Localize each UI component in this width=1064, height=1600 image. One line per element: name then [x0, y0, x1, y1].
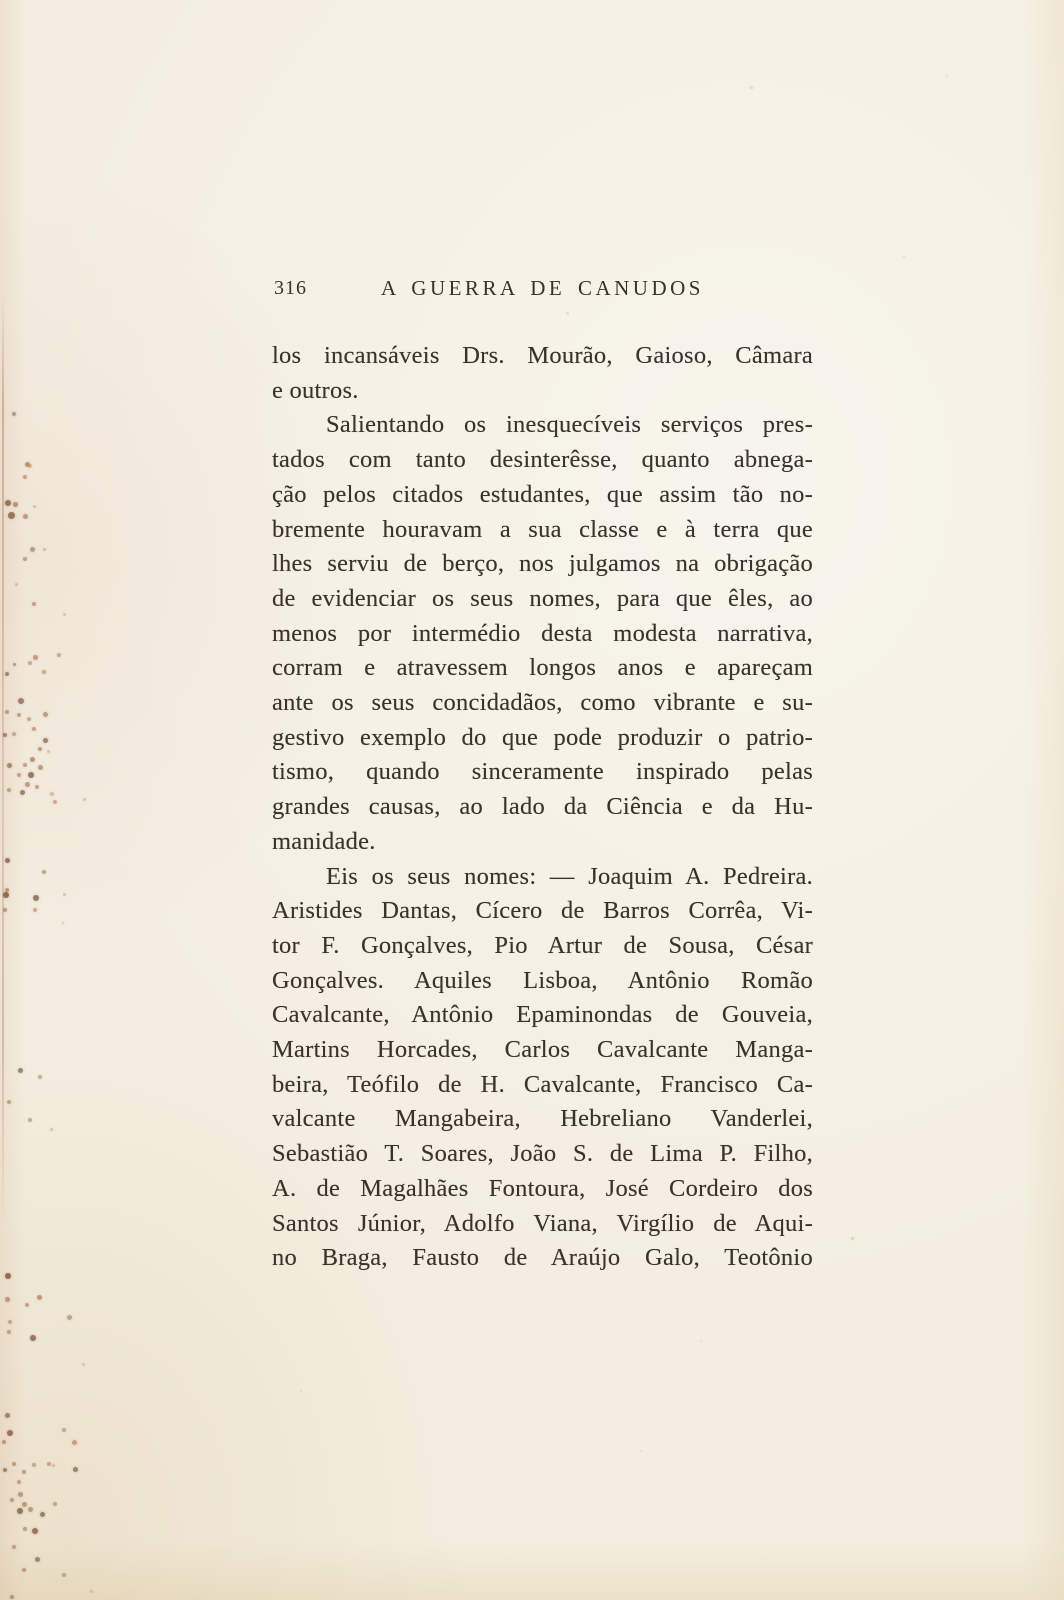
foxing-spot — [5, 672, 9, 676]
foxing-spot — [3, 908, 7, 912]
text-line: ção pelos citados estudantes, que assim tão no- — [272, 480, 813, 508]
foxing-spot — [5, 1297, 10, 1302]
foxing-spot — [90, 1590, 93, 1593]
text-line: tados com tanto desinterêsse, quanto abnega- — [272, 446, 813, 474]
page-gutter-shadow — [2, 295, 4, 1225]
foxing-spot — [851, 1237, 854, 1240]
foxing-spot — [33, 908, 37, 912]
text-line: Martins Horcades, Carlos Cavalcante Manga- — [272, 1036, 813, 1064]
text-line: valcante Mangabeira, Hebreliano Vanderlei, — [272, 1105, 813, 1133]
foxing-spot — [20, 790, 25, 795]
foxing-spot — [566, 312, 569, 315]
foxing-spot — [946, 75, 948, 77]
foxing-spot — [8, 512, 15, 519]
foxing-spot — [17, 1480, 21, 1484]
foxing-spot — [7, 1100, 11, 1104]
foxing-spot — [5, 500, 11, 506]
foxing-spot — [37, 1295, 42, 1300]
text-line: e outros. — [272, 376, 359, 404]
foxing-spot — [52, 1464, 55, 1467]
foxing-spot — [7, 1430, 13, 1436]
text-line: Salientando os inesquecíveis serviços pres- — [326, 411, 813, 439]
foxing-spot — [700, 1340, 702, 1342]
foxing-spot — [28, 464, 32, 468]
foxing-spot — [30, 1335, 36, 1341]
foxing-spot — [17, 773, 21, 777]
foxing-spot — [28, 1507, 33, 1512]
foxing-spot — [5, 858, 10, 863]
text-line: A. de Magalhães Fontoura, José Cordeiro dos — [272, 1174, 813, 1202]
foxing-spot — [27, 717, 31, 721]
foxing-spot — [73, 1467, 78, 1472]
foxing-spot — [750, 86, 753, 89]
foxing-spot — [38, 1075, 42, 1079]
text-line: beira, Teófilo de H. Cavalcante, Francisco Ca- — [272, 1070, 813, 1098]
foxing-spot — [7, 763, 12, 768]
foxing-spot — [3, 1468, 7, 1472]
text-line: Eis os seus nomes: — Joaquim A. Pedreira. — [326, 862, 813, 890]
text-line: Santos Júnior, Adolfo Viana, Virgílio de Aqui- — [272, 1209, 813, 1237]
text-line: de evidenciar os seus nomes, para que êles, ao — [272, 584, 813, 612]
text-line: los incansáveis Drs. Mourão, Gaioso, Câmara — [272, 342, 813, 369]
foxing-spot — [300, 1390, 302, 1392]
foxing-spot — [640, 1450, 642, 1452]
foxing-spot — [83, 798, 86, 801]
text-line: lhes serviu de berço, nos julgamos na obrigação — [272, 550, 813, 578]
text-line: manidade. — [272, 827, 376, 855]
foxing-spot — [12, 1545, 16, 1549]
foxing-spot — [12, 412, 16, 416]
text-line: Cavalcante, Antônio Epaminondas de Gouveia, — [272, 1001, 813, 1029]
running-header — [272, 276, 813, 301]
foxing-spot — [13, 663, 16, 666]
foxing-spot — [18, 1068, 23, 1073]
foxing-spot — [33, 505, 36, 508]
text-line: Gonçalves. Aquiles Lisboa, Antônio Romão — [272, 966, 813, 994]
foxing-spot — [10, 1498, 14, 1502]
foxing-spot — [3, 892, 9, 898]
foxing-spot — [62, 922, 64, 924]
foxing-spot — [63, 893, 66, 896]
foxing-spot — [50, 1128, 53, 1131]
foxing-spot — [22, 1502, 27, 1507]
foxing-spot — [18, 698, 24, 704]
page-number: 316 — [274, 277, 307, 299]
foxing-spot — [32, 602, 36, 606]
foxing-spot — [25, 1303, 29, 1307]
text-line: gestivo exemplo do que pode produzir o patrio- — [272, 723, 813, 751]
foxing-spot — [7, 788, 11, 792]
text-line: Sebastião T. Soares, João S. de Lima P. Filho, — [272, 1140, 813, 1168]
foxing-spot — [57, 653, 61, 657]
foxing-spot — [62, 1573, 66, 1577]
foxing-spot — [12, 732, 16, 736]
foxing-spot — [30, 547, 35, 552]
foxing-spot — [903, 256, 905, 258]
foxing-spot — [33, 895, 39, 901]
foxing-spot — [38, 747, 42, 751]
foxing-spot — [10, 1595, 14, 1599]
text-line: tismo, quando sinceramente inspirado pelas — [272, 758, 813, 786]
foxing-spot — [53, 1502, 57, 1506]
foxing-spot — [23, 763, 27, 767]
foxing-spot — [17, 713, 21, 717]
foxing-spot — [5, 1413, 10, 1418]
foxing-spot — [42, 870, 46, 874]
text-line: corram e atravessem longos anos e apareçam — [272, 654, 813, 682]
body-text — [272, 339, 813, 1276]
foxing-spot — [22, 1568, 26, 1572]
foxing-spot — [13, 502, 18, 507]
foxing-spot — [40, 1512, 45, 1517]
text-line: bremente houravam a sua classe e à terra que — [272, 515, 813, 543]
text-line: Aristides Dantas, Cícero de Barros Corrêa, Vi- — [272, 897, 813, 925]
foxing-spot — [12, 1462, 16, 1466]
text-line: tor F. Gonçalves, Pio Artur de Sousa, César — [272, 931, 813, 959]
running-title: A GUERRA DE CANUDOS — [381, 276, 704, 300]
foxing-spot — [62, 1428, 66, 1432]
foxing-spot — [15, 583, 18, 586]
foxing-spot — [32, 727, 36, 731]
foxing-spot — [47, 1462, 51, 1466]
foxing-spot — [5, 710, 9, 714]
foxing-spot — [28, 772, 34, 778]
foxing-spot — [67, 1315, 72, 1320]
text-line: grandes causas, ao lado da Ciência e da Hu- — [272, 793, 813, 821]
text-line: ante os seus concidadãos, como vibrante e su- — [272, 689, 813, 717]
foxing-spot — [8, 1320, 12, 1324]
foxing-spot — [2, 1440, 6, 1444]
foxing-spot — [23, 557, 27, 561]
foxing-spot — [18, 1492, 23, 1497]
foxing-spot — [35, 785, 39, 789]
foxing-spot — [82, 1363, 85, 1366]
foxing-spot — [32, 1463, 36, 1467]
foxing-spot — [43, 548, 46, 551]
foxing-spot — [23, 475, 27, 479]
foxing-spot — [28, 661, 32, 665]
foxing-spot — [35, 1557, 40, 1562]
foxing-spot — [43, 712, 48, 717]
foxing-spot — [17, 1508, 23, 1514]
foxing-spot — [43, 738, 48, 743]
foxing-spot — [63, 613, 66, 616]
foxing-spot — [33, 655, 38, 660]
foxing-spot — [23, 1527, 27, 1531]
foxing-spot — [30, 757, 35, 762]
text-line: no Braga, Fausto de Araújo Galo, Teotônio — [272, 1244, 813, 1272]
foxing-spot — [38, 765, 43, 770]
foxing-spot — [42, 670, 46, 674]
foxing-spot — [5, 1273, 11, 1279]
foxing-spot — [50, 792, 54, 796]
foxing-spot — [72, 1440, 77, 1445]
foxing-spot — [32, 1528, 38, 1534]
foxing-spot — [53, 800, 57, 804]
foxing-spot — [25, 782, 30, 787]
foxing-spot — [7, 1330, 11, 1334]
text-line: menos por intermédio desta modesta narrativa, — [272, 619, 813, 647]
foxing-spot — [3, 733, 7, 737]
foxing-spot — [22, 1470, 26, 1474]
foxing-spot — [23, 514, 28, 519]
foxing-spot — [28, 1118, 32, 1122]
foxing-spot — [47, 750, 50, 753]
